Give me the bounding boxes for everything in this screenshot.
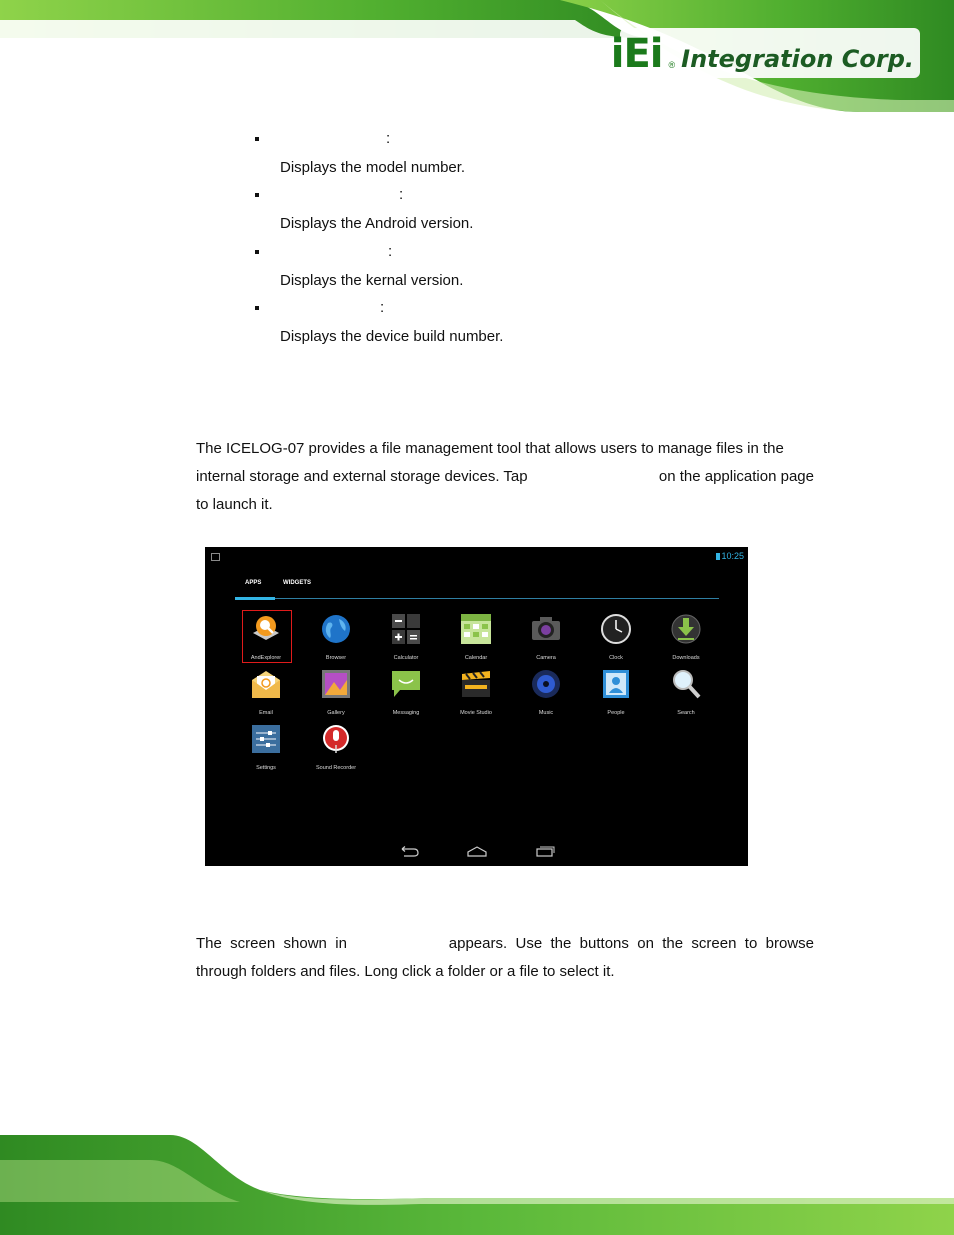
intro-paragraph — [196, 435, 814, 519]
app-clock[interactable] — [588, 613, 644, 661]
app-camera[interactable] — [518, 613, 574, 661]
company-logo — [610, 26, 914, 77]
app-label: People — [607, 710, 625, 716]
tab-divider — [235, 598, 719, 599]
app-label: Sound Recorder — [315, 765, 357, 771]
app-label: Settings — [256, 765, 276, 771]
result-line — [196, 930, 814, 958]
app-people[interactable] — [588, 668, 644, 716]
intro-line: The ICELOG-07 provides a file management tool that allows users to manage files in the — [196, 440, 784, 457]
home-icon[interactable] — [466, 845, 488, 857]
bullet-description: Displays the model number. — [280, 159, 466, 176]
logo-registered: ® — [668, 60, 676, 70]
logo-mark: iEi — [610, 31, 663, 77]
bullet-description: Displays the kernal version. — [280, 272, 464, 289]
result-line-start: The screen shown in — [196, 935, 347, 952]
tab-apps[interactable]: APPS — [245, 580, 262, 586]
app-drawer-screenshot — [205, 547, 748, 866]
app-label: Movie Studio — [460, 710, 492, 716]
bullet-colon: : — [380, 299, 385, 316]
search-icon — [670, 668, 702, 700]
intro-line-end: on the application page — [658, 468, 814, 485]
bullet-marker — [255, 306, 259, 310]
app-label: AndExplorer — [250, 655, 282, 661]
battery-icon — [716, 553, 720, 560]
app-label: Browser — [325, 655, 347, 661]
app-label: Calculator — [393, 655, 419, 661]
tab-indicator — [235, 597, 275, 600]
app-gallery[interactable] — [308, 668, 364, 716]
calendar-icon — [460, 613, 492, 645]
app-label: Email — [259, 710, 273, 716]
tab-widgets[interactable]: WIDGETS — [283, 580, 311, 586]
bullet-colon: : — [386, 130, 391, 147]
app-label: Search — [677, 710, 695, 716]
people-icon — [600, 668, 632, 700]
bullet-description: Displays the device build number. — [280, 328, 504, 345]
clock-icon — [600, 613, 632, 645]
messaging-icon — [390, 668, 422, 700]
back-icon[interactable] — [398, 845, 420, 857]
result-line-end: appears. Use the buttons on the screen to browse — [448, 935, 814, 952]
music-icon — [530, 668, 562, 700]
camera-icon — [530, 613, 562, 645]
app-calendar[interactable] — [448, 613, 504, 661]
app-calculator[interactable] — [378, 613, 434, 661]
app-movie-studio[interactable] — [448, 668, 504, 716]
bullet-description: Displays the Android version. — [280, 215, 474, 232]
app-label: Downloads — [672, 655, 700, 661]
app-settings[interactable] — [238, 723, 294, 771]
app-search[interactable] — [658, 668, 714, 716]
intro-line-start: internal storage and external storage devices. Tap — [196, 468, 528, 485]
microphone-icon — [320, 723, 352, 755]
bullet-marker — [255, 193, 259, 197]
calculator-icon — [390, 613, 422, 645]
app-label: Calendar — [464, 655, 488, 661]
app-label: Music — [538, 710, 554, 716]
email-icon — [250, 668, 282, 700]
app-sound-recorder[interactable] — [308, 723, 364, 771]
bullet-marker — [255, 250, 259, 254]
intro-line — [196, 463, 814, 491]
bullet-colon: : — [399, 186, 404, 203]
settings-icon — [250, 723, 282, 755]
bullet-marker — [255, 137, 259, 141]
clapperboard-icon — [460, 668, 492, 700]
app-andexplorer[interactable] — [238, 613, 294, 661]
picture-notification-icon — [211, 553, 220, 561]
app-downloads[interactable] — [658, 613, 714, 661]
gallery-icon — [320, 668, 352, 700]
status-time: 10:25 — [721, 551, 744, 561]
result-paragraph — [196, 930, 814, 986]
globe-icon — [320, 613, 352, 645]
app-label: Camera — [536, 655, 556, 661]
app-label: Messaging — [392, 710, 420, 716]
logo-text: Integration Corp. — [681, 45, 914, 73]
bullet-colon: : — [388, 243, 393, 260]
app-music[interactable] — [518, 668, 574, 716]
footer-banner — [0, 1130, 954, 1235]
download-icon — [670, 613, 702, 645]
app-email[interactable] — [238, 668, 294, 716]
andexplorer-icon — [250, 613, 282, 645]
app-label: Gallery — [327, 710, 345, 716]
recent-apps-icon[interactable] — [534, 845, 556, 857]
app-label: Clock — [609, 655, 623, 661]
app-messaging[interactable] — [378, 668, 434, 716]
result-line: through folders and files. Long click a folder or a file to select it. — [196, 963, 615, 980]
app-browser[interactable] — [308, 613, 364, 661]
intro-line: to launch it. — [196, 496, 273, 513]
